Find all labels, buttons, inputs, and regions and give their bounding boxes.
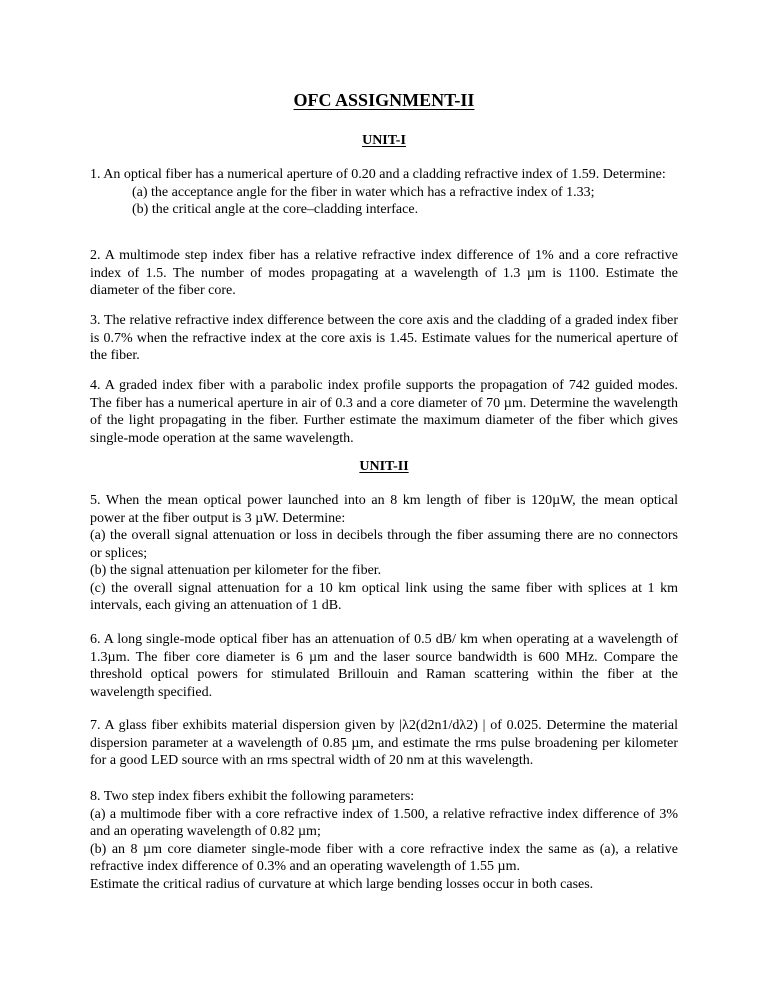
question-8-text: 8. Two step index fibers exhibit the following parameters:	[90, 789, 415, 804]
question-5-part-c: (c) the overall signal attenuation for a 10 km optical link using the same fiber with splices at 1 km intervals, each giving an attenuation of 1 dB.	[90, 580, 678, 613]
unit-heading-1: UNIT-I	[362, 133, 406, 148]
question-4	[90, 377, 678, 447]
question-6-text: 6. A long single-mode optical fiber has an attenuation of 0.5 dB/ km when operating at a wavelength of 1.3µm. The fiber core diameter is 6 µm and the laser source bandwidth is 600 MHz. Compare the threshold optical powers for stimulated Brillouin and Raman scattering within the fiber at the wavelength specified.	[90, 632, 678, 700]
question-7-text: 7. A glass fiber exhibits material dispersion given by |λ2(d2n1/dλ2) | of 0.025. Determine the material dispersion parameter at a wavelength of 0.85 µm, and estimate the rms pulse broadening per kilometer for a good LED source with an rms spectral width of 20 nm at this wavelength.	[90, 718, 678, 768]
question-5-text: 5. When the mean optical power launched into an 8 km length of fiber is 120µW, the mean optical power at the fiber output is 3 µW. Determine:	[90, 493, 678, 526]
question-7	[90, 717, 678, 770]
question-2-text: 2. A multimode step index fiber has a relative refractive index difference of 1% and a core refractive index of 1.5. The number of modes propagating at a wavelength of 1.3 µm is 1100. Estimate the diameter of the fiber core.	[90, 248, 678, 298]
question-4-text: 4. A graded index fiber with a parabolic index profile supports the propagation of 742 guided modes. The fiber has a numerical aperture in air of 0.3 and a core diameter of 70 µm. Determine the wavelength of the light propagating in the fiber. Further estimate the maximum diameter of the fiber which gives single-mode operation at the same wavelength.	[90, 378, 678, 446]
question-8-closing: Estimate the critical radius of curvature at which large bending losses occur in both cases.	[90, 876, 594, 892]
question-1-part-b: (b) the critical angle at the core–cladding interface.	[132, 202, 419, 217]
question-8	[90, 788, 678, 893]
page-title: OFC ASSIGNMENT-II	[293, 90, 475, 110]
question-2	[90, 247, 678, 300]
question-8-part-a: (a) a multimode fiber with a core refractive index of 1.500, a relative refractive index difference of 3% and an operating wavelength of 0.82 µm;	[90, 806, 678, 839]
question-1-text: 1. An optical fiber has a numerical aperture of 0.20 and a cladding refractive index of 1.59. Determine:	[90, 167, 666, 182]
question-5	[90, 492, 678, 615]
question-5-part-a: (a) the overall signal attenuation or loss in decibels through the fiber assuming there are no connectors or splices;	[90, 528, 678, 561]
question-1	[90, 166, 678, 219]
unit-heading-2: UNIT-II	[359, 459, 409, 474]
question-1-part-a: (a) the acceptance angle for the fiber in water which has a refractive index of 1.33;	[132, 184, 595, 200]
question-3-text: 3. The relative refractive index difference between the core axis and the cladding of a graded index fiber is 0.7% when the refractive index at the core axis is 1.45. Estimate values for the numerical aperture of the fiber.	[90, 313, 678, 363]
question-3	[90, 312, 678, 365]
question-8-part-b: (b) an 8 µm core diameter single-mode fiber with a core refractive index the same as (a), a relative refractive index difference of 0.3% and an operating wavelength of 1.55 µm.	[90, 841, 678, 874]
question-6	[90, 631, 678, 701]
question-5-part-b: (b) the signal attenuation per kilometer for the fiber.	[90, 563, 382, 578]
